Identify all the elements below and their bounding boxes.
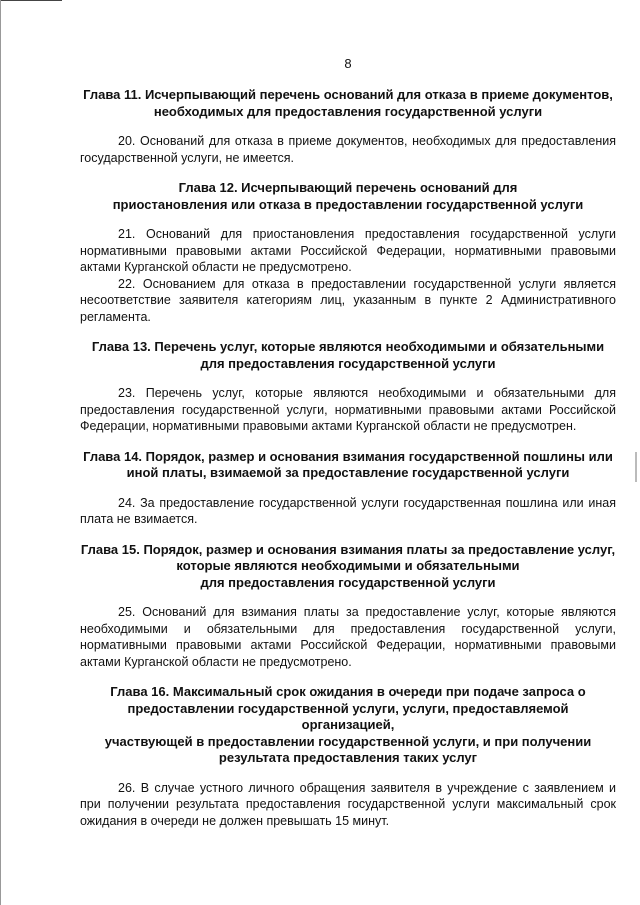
paragraph-24: 24. За предоставление государственной услуги государственная пошлина или иная плата не взимается. (80, 495, 616, 526)
paragraph-block (80, 604, 616, 670)
chapter-title-line: Глава 13. Перечень услуг, которые являются необходимыми и обязательными (91, 339, 605, 354)
chapter-14 (80, 449, 616, 528)
chapter-title-line: Глава 11. Исчерпывающий перечень оснований для отказа в приеме документов, (83, 87, 613, 102)
paragraph-block (80, 780, 616, 830)
chapter-title (80, 542, 616, 592)
paragraph-26: 26. В случае устного личного обращения заявителя в учреждение с заявлением и при получении результата предоставления государственной услуги максимальный срок ожидания в очереди не должен превышать 15 минут. (80, 780, 616, 828)
scan-edge-top (0, 0, 62, 1)
chapter-title-line: Глава 12. Исчерпывающий перечень оснований для (178, 180, 518, 195)
chapter-title-line: участвующей в предоставлении государственной услуги, и при получении (104, 733, 592, 749)
document-page (80, 56, 616, 843)
chapter-title (80, 449, 616, 482)
chapter-title (80, 339, 616, 372)
chapter-title (80, 87, 616, 120)
paragraph-block (80, 495, 616, 528)
chapter-title-line: иной платы, взимаемой за предоставление государственной услуги (126, 465, 570, 480)
paragraph-22: 22. Основанием для отказа в предоставлении государственной услуги является несоответствие заявителя категориям лиц, указанным в пункте 2 Административного регламента. (80, 276, 616, 324)
chapter-title-line: предоставлении государственной услуги, услуги, предоставляемой организацией, (127, 700, 569, 732)
paragraph-block (80, 133, 616, 166)
paragraph-block (80, 226, 616, 325)
chapter-title (80, 180, 616, 213)
chapter-title-line: для предоставления государственной услуги (200, 574, 496, 590)
paragraph-21: 21. Оснований для приостановления предоставления государственной услуги нормативными правовыми актами Российской Федерации, нормативными правовыми актами Курганской области не предусмотрено. (80, 227, 616, 274)
chapter-13 (80, 339, 616, 435)
scan-edge-left (0, 0, 1, 905)
chapter-title-line: для предоставления государственной услуги (200, 355, 496, 371)
paragraph-23: 23. Перечень услуг, которые являются необходимыми и обязательными для предоставления государственной услуги, нормативными правовыми актами Российской Федерации, нормативными правовыми актами Курганской области не предусмотрен. (80, 386, 616, 433)
chapter-15 (80, 542, 616, 671)
chapter-title-line: Глава 14. Порядок, размер и основания взимания государственной пошлины или (83, 448, 613, 464)
chapter-title-line: Глава 16. Максимальный срок ожидания в очереди при подаче запроса о (110, 684, 586, 699)
chapter-title-line: Глава 15. Порядок, размер и основания взимания платы за предоставление услуг, (80, 541, 616, 557)
chapter-title-line: приостановления или отказа в предоставлении государственной услуги (112, 196, 584, 212)
chapter-16 (80, 684, 616, 829)
chapter-12 (80, 180, 616, 325)
chapter-title-line: которые являются необходимыми и обязательными (176, 558, 520, 573)
scan-mark (635, 452, 637, 482)
chapter-title-line: результата предоставления таких услуг (218, 750, 478, 765)
chapter-title-line: необходимых для предоставления государственной услуги (153, 103, 543, 119)
page-number: 8 (344, 56, 352, 71)
chapter-title (80, 684, 616, 767)
chapter-11 (80, 87, 616, 166)
paragraph-25: 25. Оснований для взимания платы за предоставление услуг, которые являются необходимыми и обязательными для предоставления государственной услуги, нормативными правовыми актами Российской Федерации, нормативными правовыми актами Курганской области не предусмотрено. (80, 605, 616, 669)
paragraph-20: 20. Оснований для отказа в приеме документов, необходимых для предоставления государственной услуги, не имеется. (80, 134, 616, 165)
paragraph-block (80, 385, 616, 435)
